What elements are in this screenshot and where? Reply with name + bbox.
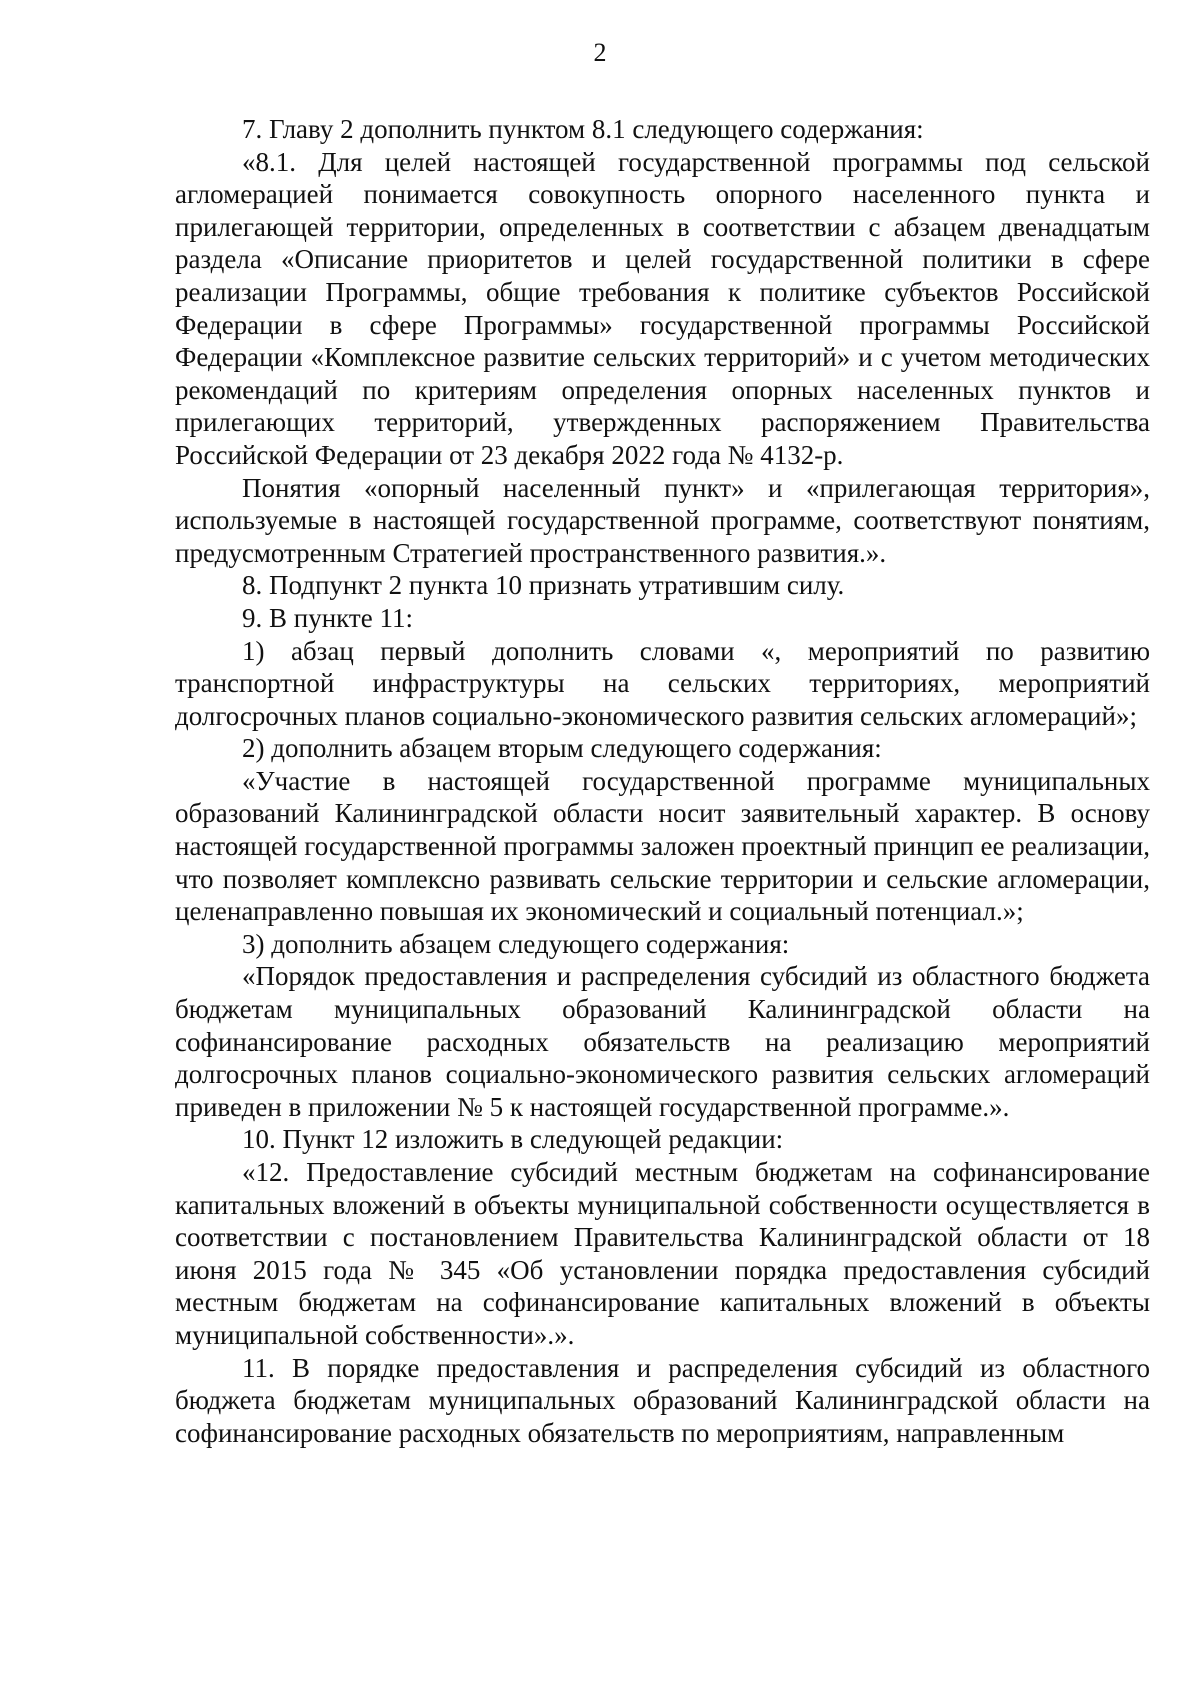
paragraph-concepts: Понятия «опорный населенный пункт» и «прилегающая территория», используемые в настоящей государственной программе, соответствуют понятиям, предусмотренным Стратегией пространственного развития.». <box>175 472 1150 568</box>
paragraph-item-9: 9. В пункте 11: <box>242 602 413 633</box>
paragraph-item-10: 10. Пункт 12 изложить в следующей редакции: <box>242 1124 784 1155</box>
paragraph-item-7: 7. Главу 2 дополнить пунктом 8.1 следующего содержания: <box>242 114 924 144</box>
paragraph-clause-12: «12. Предоставление субсидий местным бюджетам на софинансирование капитальных вложений в объекты муниципальной собственности осуществляется в соответствии с постановлением Правительства Калининградской области от 18 июня 2015 года № 345 «Об установлении порядка предоставления субсидий местным бюджетам на софинансирование капитальных вложений в объекты муниципальной собственности».». <box>175 1157 1150 1350</box>
page-number: 2 <box>593 38 607 67</box>
document-body <box>175 113 1150 1449</box>
paragraph-subsidy-procedure: «Порядок предоставления и распределения субсидий из областного бюджета бюджетам муниципальных образований Калининградской области на софинансирование расходных обязательств на реализацию мероприятий долгосрочных планов социально-экономического развития сельских агломераций приведен в приложении № 5 к настоящей государственной программе.». <box>175 961 1150 1122</box>
paragraph-item-8: 8. Подпункт 2 пункта 10 признать утратившим силу. <box>242 570 845 601</box>
paragraph-clause-8-1: «8.1. Для целей настоящей государственной программы под сельской агломерацией понимается совокупность опорного населенного пункта и прилегающей территории, определенных в соответствии с абзацем двенадцатым раздела «Описание приоритетов и целей государственной политики в сфере реализации Программы, общие требования к политике субъектов Российской Федерации в сфере Программы» государственной программы Российской Федерации «Комплексное развитие сельских территорий» и с учетом методических рекомендаций по критериям определения опорных населенных пунктов и прилегающих территорий, утвержденных распоряжением Правительства Российской Федерации от 23 декабря 2022 года № 4132-р. <box>175 146 1150 470</box>
paragraph-item-11: 11. В порядке предоставления и распределения субсидий из областного бюджета бюджетам муниципальных образований Калининградской области на софинансирование расходных обязательств по мероприятиям, направленным <box>175 1352 1150 1448</box>
paragraph-participation: «Участие в настоящей государственной программе муниципальных образований Калининградской области носит заявительный характер. В основу настоящей государственной программы заложен проектный принцип ее реализации, что позволяет комплексно развивать сельские территории и сельские агломерации, целенаправленно повышая их экономический и социальный потенциал.»; <box>175 765 1150 927</box>
paragraph-subitem-3: 3) дополнить абзацем следующего содержания: <box>242 928 790 959</box>
paragraph-subitem-1: 1) абзац первый дополнить словами «, мероприятий по развитию транспортной инфраструктуры на сельских территориях, мероприятий долгосрочных планов социально-экономического развития сельских агломераций»; <box>175 635 1150 731</box>
paragraph-subitem-2: 2) дополнить абзацем вторым следующего содержания: <box>242 733 882 764</box>
